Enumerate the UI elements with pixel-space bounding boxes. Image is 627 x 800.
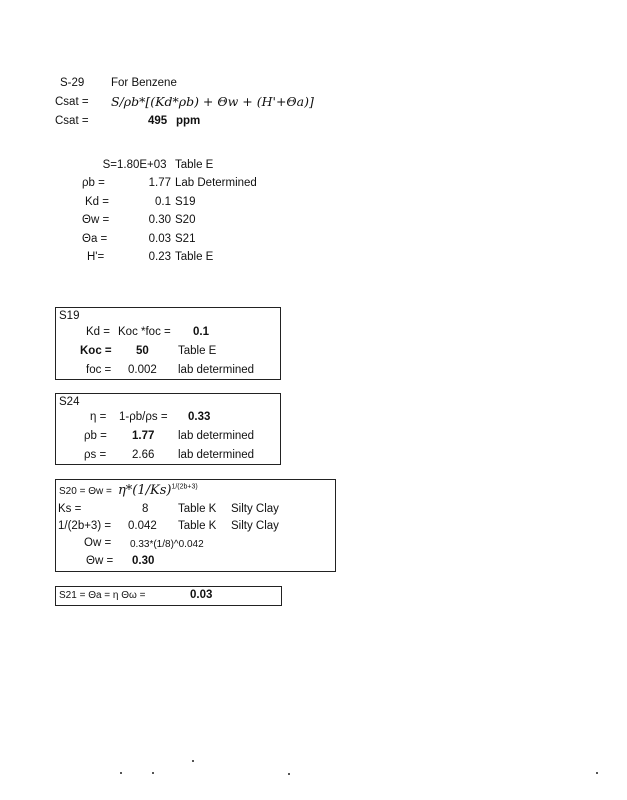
param-source: S19 — [175, 196, 196, 208]
scan-speck — [596, 772, 598, 774]
ow-expression: 0.33*(1/8)^0.042 — [130, 539, 204, 550]
rhob-source: lab determined — [178, 430, 255, 442]
param-value: 0.30 — [148, 214, 171, 226]
param-value: 1.77 — [148, 177, 171, 189]
ow-label: Ow = — [84, 537, 112, 549]
thw-label: Θw = — [86, 555, 114, 567]
s21-value: 0.03 — [190, 589, 213, 601]
koc-source: Table E — [178, 345, 217, 357]
eta-formula: 1-ρb/ρs = — [119, 411, 168, 423]
thw-value: 0.30 — [132, 555, 155, 567]
csat-label: Csat = — [55, 96, 89, 108]
s20-title: S20 = Θw = — [59, 486, 112, 497]
param-sym: ρb = — [82, 177, 105, 189]
section-id: S-29 — [60, 77, 85, 89]
ks-value: 8 — [142, 503, 149, 515]
kd-label: Kd = — [86, 326, 110, 338]
rhob-value: 1.77 — [132, 430, 155, 442]
param-value: 0.03 — [148, 233, 171, 245]
param-sym: H'= — [87, 251, 105, 263]
ks-soil: Silty Clay — [231, 503, 279, 515]
scan-speck — [288, 773, 290, 775]
exp-value: 0.042 — [128, 520, 157, 532]
subject-title: For Benzene — [111, 77, 177, 89]
scan-speck — [152, 772, 154, 774]
rhos-label: ρs = — [84, 449, 107, 461]
eta-label: η = — [90, 411, 107, 423]
param-sym: S= — [102, 159, 117, 171]
scan-speck — [120, 772, 122, 774]
csat-value: 495 — [148, 115, 168, 127]
param-value: 1.80E+03 — [117, 159, 167, 171]
ks-label: Ks = — [58, 503, 82, 515]
param-source: Table E — [175, 159, 214, 171]
s20-eq-exponent: 1/(2b+3) — [171, 483, 198, 491]
s24-title: S24 — [59, 396, 80, 408]
scan-speck — [192, 760, 194, 762]
s21-box — [55, 586, 282, 606]
exp-label: 1/(2b+3) = — [58, 520, 112, 532]
eta-value: 0.33 — [188, 411, 211, 423]
s20-equation — [118, 483, 198, 498]
exp-source: Table K — [178, 520, 217, 532]
foc-label: foc = — [86, 364, 112, 376]
rhos-value: 2.66 — [132, 449, 155, 461]
rhos-source: lab determined — [178, 449, 255, 461]
csat-unit: ppm — [176, 115, 201, 127]
kd-value: 0.1 — [193, 326, 209, 338]
rhob-label: ρb = — [84, 430, 107, 442]
param-sym: Θw = — [82, 214, 110, 226]
koc-value: 50 — [136, 345, 149, 357]
foc-value: 0.002 — [128, 364, 157, 376]
csat-label-2: Csat = — [55, 115, 89, 127]
param-sym: Kd = — [85, 196, 109, 208]
s20-eq-base: η*(1/Ks) — [118, 483, 172, 498]
s19-title: S19 — [59, 310, 80, 322]
s24-box — [55, 393, 281, 465]
param-source: Lab Determined — [175, 177, 257, 189]
param-source: S21 — [175, 233, 196, 245]
param-value: 0.1 — [155, 196, 171, 208]
param-source: Table E — [175, 251, 214, 263]
s21-label: S21 = Θa = η Θω = — [59, 590, 146, 601]
kd-formula: Koc *foc = — [118, 326, 171, 338]
s19-box — [55, 307, 281, 380]
exp-soil: Silty Clay — [231, 520, 279, 532]
koc-label: Koc = — [80, 345, 112, 357]
ks-source: Table K — [178, 503, 217, 515]
csat-formula: S/ρb*[(Kd*ρb) + Θw + (H'+Θa)] — [111, 94, 314, 109]
param-sym: Θa = — [82, 233, 108, 245]
s20-box — [55, 479, 336, 572]
param-source: S20 — [175, 214, 196, 226]
foc-source: lab determined — [178, 364, 255, 376]
param-value: 0.23 — [148, 251, 171, 263]
